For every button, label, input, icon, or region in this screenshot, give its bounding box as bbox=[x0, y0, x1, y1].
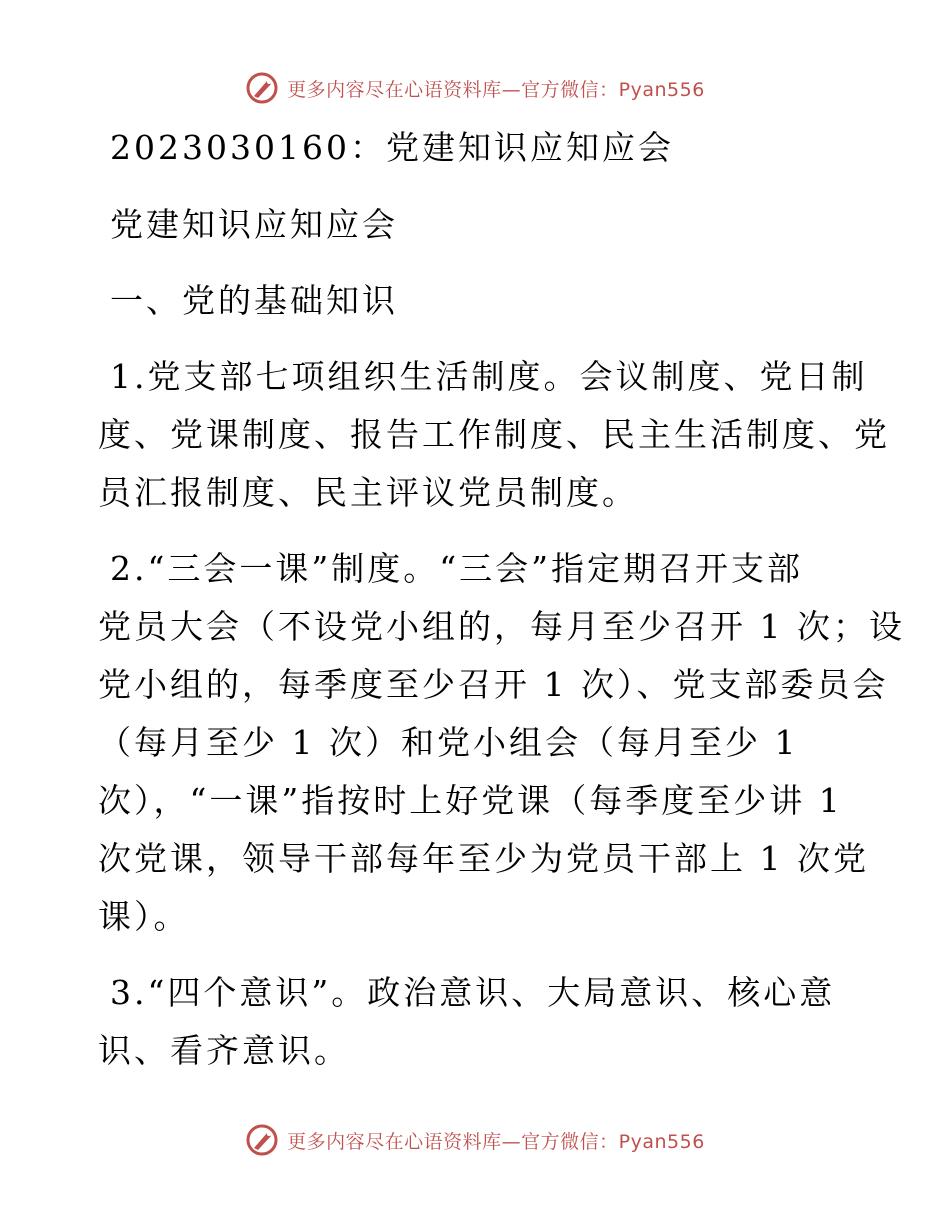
item-1-line: 员汇报制度、民主评议党员制度。 bbox=[98, 473, 638, 512]
item-1-line: 1.党支部七项组织生活制度。会议制度、党日制 bbox=[110, 357, 868, 396]
item-3-line: 识、看齐意识。 bbox=[98, 1031, 350, 1070]
item-2-line: 党小组的，每季度至少召开 1 次）、党支部委员会 bbox=[98, 665, 889, 704]
item-2-line: 次），“一课”指按时上好党课（每季度至少讲 1 bbox=[98, 781, 843, 820]
section-heading: 一、党的基础知识 bbox=[110, 281, 398, 320]
item-1 bbox=[98, 348, 890, 522]
item-2-line: 2.“三会一课”制度。“三会”指定期召开支部 bbox=[110, 549, 803, 588]
pen-logo-icon bbox=[245, 1123, 279, 1157]
item-1-line: 度、党课制度、报告工作制度、民主生活制度、党 bbox=[98, 415, 890, 454]
item-2-line: 课）。 bbox=[98, 897, 190, 936]
pen-logo-icon bbox=[245, 71, 279, 105]
item-3-line: 3.“四个意识”。政治意识、大局意识、核心意 bbox=[110, 973, 836, 1012]
item-3 bbox=[98, 964, 858, 1080]
document-title: 2023030160：党建知识应知应会 bbox=[110, 128, 674, 167]
item-2-line: 党员大会（不设党小组的，每月至少召开 1 次；设 bbox=[98, 607, 905, 646]
document-subtitle: 党建知识应知应会 bbox=[110, 205, 398, 244]
document-body bbox=[98, 118, 905, 1080]
item-2-line: （每月至少 1 次）和党小组会（每月至少 1 bbox=[98, 723, 799, 762]
item-2 bbox=[98, 540, 905, 946]
footer-banner-text: 更多内容尽在心语资料库—官方微信：Pyan556 bbox=[287, 1130, 705, 1153]
header-banner-text: 更多内容尽在心语资料库—官方微信：Pyan556 bbox=[287, 78, 705, 101]
footer-banner bbox=[0, 1120, 950, 1160]
header-banner bbox=[0, 68, 950, 108]
item-2-line: 次党课，领导干部每年至少为党员干部上 1 次党 bbox=[98, 839, 869, 878]
